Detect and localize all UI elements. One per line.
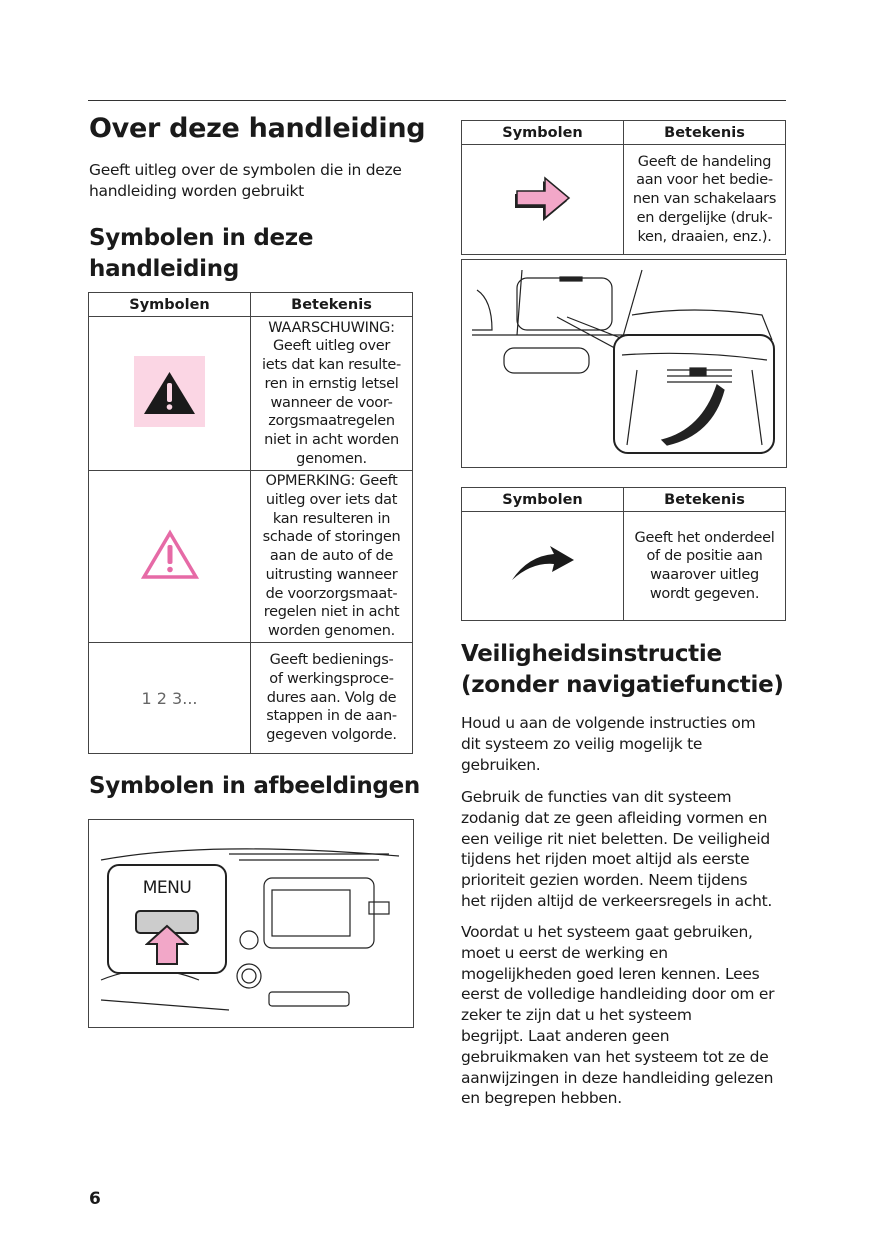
top-rule xyxy=(88,100,786,101)
row-meaning: WAARSCHUWING: Geeft uitleg over iets dat kan resulte- ren in ernstig letsel wanneer de voor- zorgsmaatregelen niet in acht worden genomen. xyxy=(251,317,413,471)
table-row xyxy=(89,317,413,471)
section-heading-safety: Veiligheidsinstructie (zonder navigatiefunctie) xyxy=(461,641,784,698)
table-row xyxy=(462,145,786,255)
overhead-console-illustration xyxy=(461,259,787,468)
section-heading-symbols: Symbolen in deze handleiding xyxy=(89,225,314,282)
table-row xyxy=(462,512,786,621)
safety-paragraph-2: Gebruik de functies van dit systeem zodanig dat ze geen afleiding vormen en een veilige rit niet beletten. De veiligheid tijdens het rijden moet altijd als eerste prioriteit gezien worden. Neem tijdens het rijden altijd de verkeersregels in acht. xyxy=(461,788,773,910)
col-meaning: Betekenis xyxy=(624,121,786,145)
col-symbol: Symbolen xyxy=(462,121,624,145)
safety-paragraph-3: Voordat u het systeem gaat gebruiken, moet u eerst de werking en mogelijkheden goed leren kennen. Lees eerst de volledige handleiding door om er zeker te zijn dat u het systeem begrijpt. Laat anderen geen gebruikmaken van het systeem tot ze de aanwijzingen in deze handleiding gelezen en begrepen hebben. xyxy=(461,923,775,1108)
row-meaning: Geeft de handeling aan voor het bedie- nen van schakelaars en dergelijke (druk- ken, draaien, enz.). xyxy=(624,145,786,255)
col-symbol: Symbolen xyxy=(89,293,251,317)
steps-icon: 1 2 3... xyxy=(89,643,251,754)
page-number: 6 xyxy=(89,1189,101,1209)
col-symbol: Symbolen xyxy=(462,488,624,512)
safety-paragraph-1: Houd u aan de volgende instructies om dit systeem zo veilig mogelijk te gebruiken. xyxy=(461,714,756,774)
symbols-table-action xyxy=(461,120,786,255)
section-heading-illustrations: Symbolen in afbeeldingen xyxy=(89,773,420,799)
push-arrow-icon xyxy=(145,924,189,966)
notice-outline-icon xyxy=(140,529,200,581)
row-meaning: Geeft het onderdeel of de positie aan waarover uitleg wordt gegeven. xyxy=(624,512,786,621)
menu-callout xyxy=(107,864,227,974)
table-header xyxy=(89,293,413,317)
dashboard-illustration xyxy=(88,819,414,1028)
col-meaning: Betekenis xyxy=(251,293,413,317)
page-title: Over deze handleiding xyxy=(89,113,426,144)
table-header xyxy=(462,488,786,512)
menu-label: MENU xyxy=(142,878,192,898)
symbols-table-pointer xyxy=(461,487,786,621)
row-meaning: Geeft bedienings- of werkingsproce- dures aan. Volg de stappen in de aan- gegeven volgorde. xyxy=(251,643,413,754)
table-header xyxy=(462,121,786,145)
col-meaning: Betekenis xyxy=(624,488,786,512)
table-row xyxy=(89,643,413,754)
warning-filled-icon xyxy=(134,356,205,427)
curved-pointer-arrow-icon xyxy=(510,544,576,584)
intro-text: Geeft uitleg over de symbolen die in deze handleiding worden gebruikt xyxy=(89,161,402,200)
pink-action-arrow-icon xyxy=(513,174,573,222)
table-row xyxy=(89,471,413,643)
symbols-table xyxy=(88,292,413,754)
row-meaning: OPMERKING: Geeft uitleg over iets dat kan resulteren in schade of storingen aan de auto of de uitrusting wanneer de voorzorgsmaat- regelen niet in acht worden genomen. xyxy=(251,471,413,643)
